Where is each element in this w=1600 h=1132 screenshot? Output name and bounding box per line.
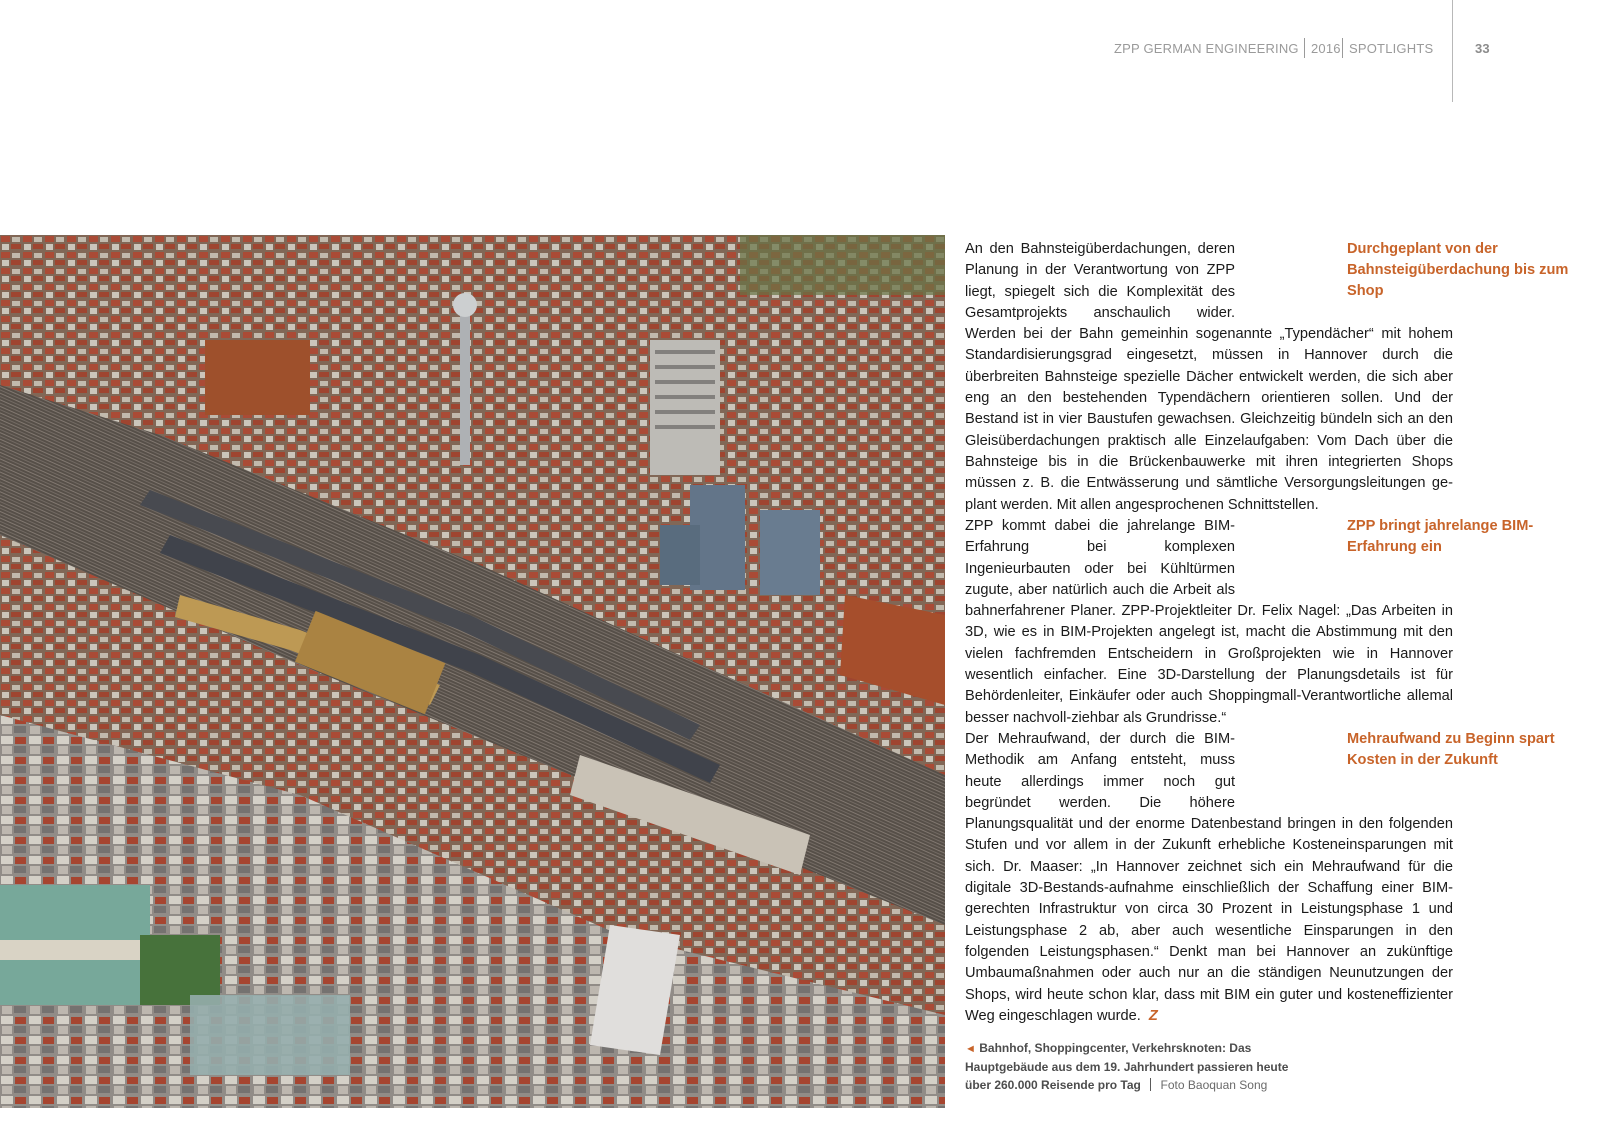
side-heading: ZPP bringt jahrelange BIM-Erfahrung ein xyxy=(1347,518,1534,555)
header-divider xyxy=(1342,38,1343,58)
page-number: 33 xyxy=(1475,41,1490,56)
caption-divider xyxy=(1150,1078,1151,1091)
section-name: SPOTLIGHTS xyxy=(1349,41,1434,56)
header-vertical-rule xyxy=(1452,0,1453,102)
photo-credit: Foto Baoquan Song xyxy=(1160,1078,1268,1092)
publication-title: ZPP GERMAN ENGINEERING xyxy=(1114,41,1299,56)
caption-arrow-icon: ◄ xyxy=(965,1043,976,1055)
article-paragraph xyxy=(965,729,1453,1027)
photo-caption xyxy=(965,1039,1305,1094)
header-divider xyxy=(1304,38,1305,58)
paragraph-text: ZPP kommt dabei die jahrelange BIM-Erfahrung bei komplexen Ingenieurbauten oder bei Kühltürmen zugute, aber natürlich auch die Arbeit als bahnerfahrener Planer. ZPP-Projektleiter Dr. Felix Nagel: „Das Arbeiten in 3D, wie es in BIM-Projekten angelegt ist, macht die Abstimmung mit den vielen fachfremden Entscheidern in Großprojekten wie in Hannover wesentlich einfacher. Eine 3D-Darstellung der Planungsdetails ist für Behördenleiter, Einkäufer oder auch Shoppingmall-Verantwortliche allemal besser nachvoll-ziehbar als Grundrisse.“ xyxy=(965,518,1453,726)
caption-text: Bahnhof, Shoppingcenter, Verkehrsknoten: Das Hauptgebäude aus dem 19. Jahrhundert passieren heute über 260.000 Reisende pro Tag xyxy=(965,1041,1289,1092)
end-mark-logo: Z xyxy=(1148,1007,1158,1024)
publication-year: 2016 xyxy=(1311,41,1341,56)
side-heading: Mehraufwand zu Beginn spart Kosten in der Zukunft xyxy=(1347,731,1555,768)
paragraph-text: Der Mehraufwand, der durch die BIM-Methodik am Anfang entsteht, muss heute allerdings immer noch gut begründet werden. Die höhere Planungsqualität und der enorme Datenbestand bringen in den folgenden Stufen und vor allem in der Zukunft erhebliche Kosteneinsparungen mit sich. Dr. Maaser: „In Hannover zeichnet sich ein Mehraufwand für die digitale 3D-Bestands-aufnahme einschließlich der Schaffung einer BIM-gerechten Infrastruktur von circa 30 Prozent in Leistungsphase 1 und Leistungsphase 2 ab, aber auch wesentliche Einsparungen in den folgenden Leistungsphasen.“ Denkt man bei Hannover an zukünftige Umbaumaßnahmen oder auch nur an die ständigen Neunutzungen der Shops, wird heute schon klar, dass mit BIM ein guter und kosteneffizienter Weg eingeschlagen wurde. xyxy=(965,731,1453,1024)
page-header xyxy=(1000,38,1540,62)
side-heading: Durchgeplant von der Bahnsteigüberdachung bis zum Shop xyxy=(1347,241,1569,299)
aerial-photo-hannover-station xyxy=(0,235,945,1108)
paragraph-text: An den Bahnsteigüberdachungen, deren Planung in der Verantwortung von ZPP liegt, spiegelt sich die Komplexität des Gesamtprojekts anschaulich wider. Werden bei der Bahn gemeinhin sogenannte „Typendächer“ mit hohem Standardisierungsgrad eingesetzt, müssen in Hannover durch die überbreiten Bahnsteige spezielle Dächer entwickelt werden, die sich aber eng an den bestehenden Typendächern orientieren sollen. Und der Bestand ist in vier Baustufen gewachsen. Gleichzeitig bündeln sich an den Gleisüberdachungen praktisch alle Einzelaufgaben: Vom Dach über die Bahnsteige bis in die Brückenbauwerke mit ihren integrierten Shops müssen z. B. die Entwässerung und sämtliche Versorgungsleitungen ge-plant werden. Mit allen angesprochenen Schnittstellen. xyxy=(965,241,1453,513)
